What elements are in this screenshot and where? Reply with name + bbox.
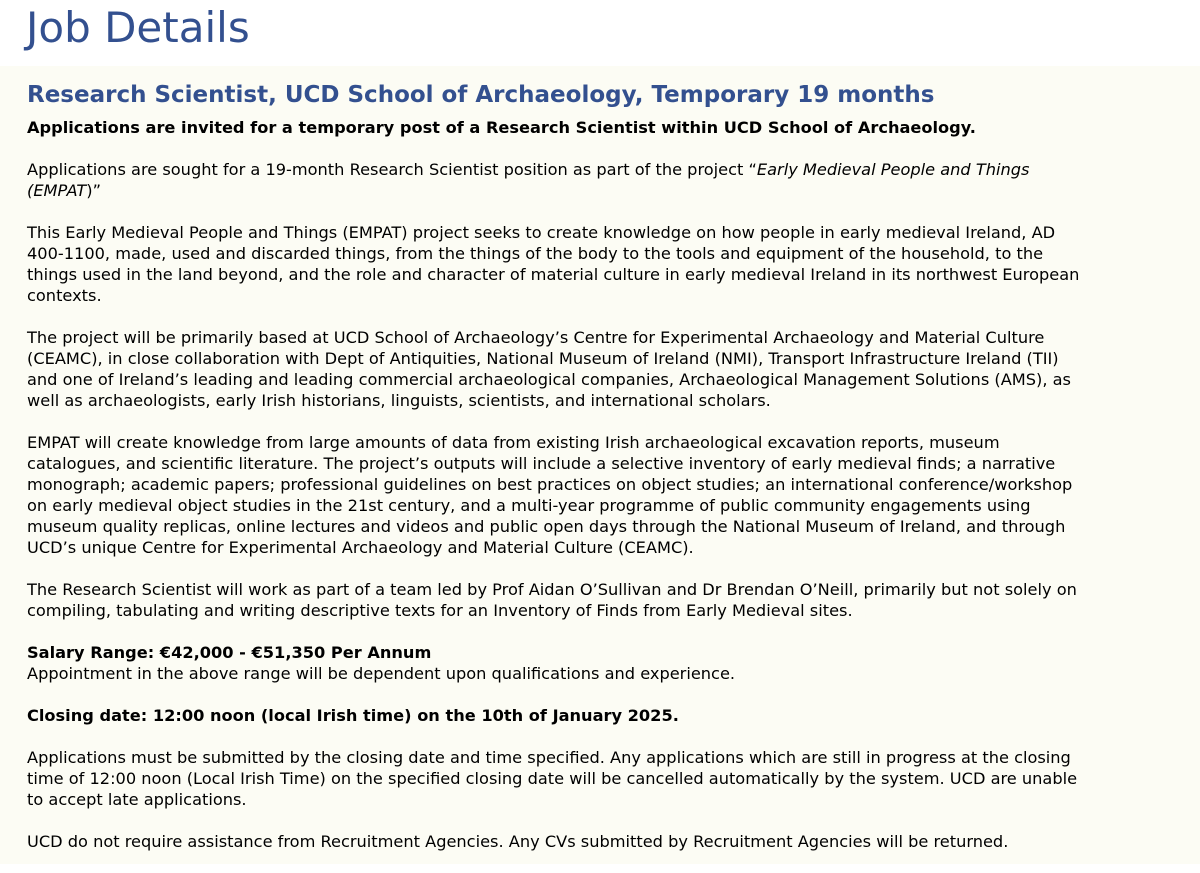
project-name: Early Medieval People and Things <box>756 160 1030 179</box>
text-line: time of 12:00 noon (Local Irish Time) on the specified closing date will be cancelled automatically by the system. UCD are unable <box>27 769 1078 788</box>
text-line: and one of Ireland’s leading and leading commercial archaeological companies, Archaeological Management Solutions (AMS), as <box>27 370 1071 389</box>
agencies-notice: UCD do not require assistance from Recruitment Agencies. Any CVs submitted by Recruitment Agencies will be returned. <box>27 832 1009 851</box>
project-prefix: Applications are sought for a 19-month Research Scientist position as part of the project “ <box>27 160 757 179</box>
text-line: The Research Scientist will work as part of a team led by Prof Aidan O’Sullivan and Dr Brendan O’Neill, primarily but not solely on <box>27 580 1077 599</box>
base-paragraph <box>27 327 1187 411</box>
text-line: 400-1100, made, used and discarded things, from the things of the body to the tools and equipment of the household, to the <box>27 244 1044 263</box>
agencies-paragraph <box>27 831 1187 852</box>
text-line: monograph; academic papers; professional guidelines on best practices on object studies; an international conference/workshop <box>27 475 1073 494</box>
text-line: compiling, tabulating and writing descriptive texts for an Inventory of Finds from Early Medieval sites. <box>27 601 853 620</box>
project-suffix: )” <box>86 181 101 200</box>
text-line: The project will be primarily based at UCD School of Archaeology’s Centre for Experimental Archaeology and Material Culture <box>27 328 1045 347</box>
job-title: Research Scientist, UCD School of Archaeology, Temporary 19 months <box>27 82 935 108</box>
empat-paragraph <box>27 222 1187 306</box>
text-line: museum quality replicas, online lectures and videos and public open days through the National Museum of Ireland, and through <box>27 517 1066 536</box>
salary-paragraph <box>27 642 1187 684</box>
salary-range: Salary Range: €42,000 - €51,350 Per Annum <box>27 643 432 662</box>
text-line: well as archaeologists, early Irish historians, linguists, scientists, and international scholars. <box>27 391 771 410</box>
outputs-paragraph <box>27 432 1187 558</box>
salary-note: Appointment in the above range will be dependent upon qualifications and experience. <box>27 664 736 683</box>
text-line: This Early Medieval People and Things (EMPAT) project seeks to create knowledge on how people in early medieval Ireland, AD <box>27 223 1056 242</box>
text-line: Applications must be submitted by the closing date and time specified. Any applications which are still in progress at the closing <box>27 748 1071 767</box>
team-paragraph <box>27 579 1187 621</box>
text-line: on early medieval object studies in the 21st century, and a multi-year programme of public community engagements using <box>27 496 1031 515</box>
text-line: catalogues, and scientific literature. The project’s outputs will include a selective inventory of early medieval finds; a narrative <box>27 454 1056 473</box>
project-line-1 <box>27 159 1187 180</box>
project-acronym: (EMPAT <box>27 181 87 200</box>
closing-date: Closing date: 12:00 noon (local Irish time) on the 10th of January 2025. <box>27 706 679 725</box>
project-paragraph <box>27 159 1187 201</box>
intro-text: Applications are invited for a temporary post of a Research Scientist within UCD School of Archaeology. <box>27 118 976 137</box>
submission-paragraph <box>27 747 1187 810</box>
project-line-2 <box>27 180 1187 201</box>
text-line: UCD’s unique Centre for Experimental Archaeology and Material Culture (CEAMC). <box>27 538 694 557</box>
closing-date-paragraph <box>27 705 1187 726</box>
page-title: Job Details <box>26 3 250 52</box>
intro-paragraph <box>27 117 1187 138</box>
text-line: (CEAMC), in close collaboration with Dept of Antiquities, National Museum of Ireland (NMI), Transport Infrastructure Ireland (TII) <box>27 349 1059 368</box>
text-line: contexts. <box>27 286 102 305</box>
job-description <box>27 117 1187 873</box>
text-line: things used in the land beyond, and the role and character of material culture in early medieval Ireland in its northwest European <box>27 265 1080 284</box>
text-line: EMPAT will create knowledge from large amounts of data from existing Irish archaeological excavation reports, museum <box>27 433 1000 452</box>
text-line: to accept late applications. <box>27 790 247 809</box>
